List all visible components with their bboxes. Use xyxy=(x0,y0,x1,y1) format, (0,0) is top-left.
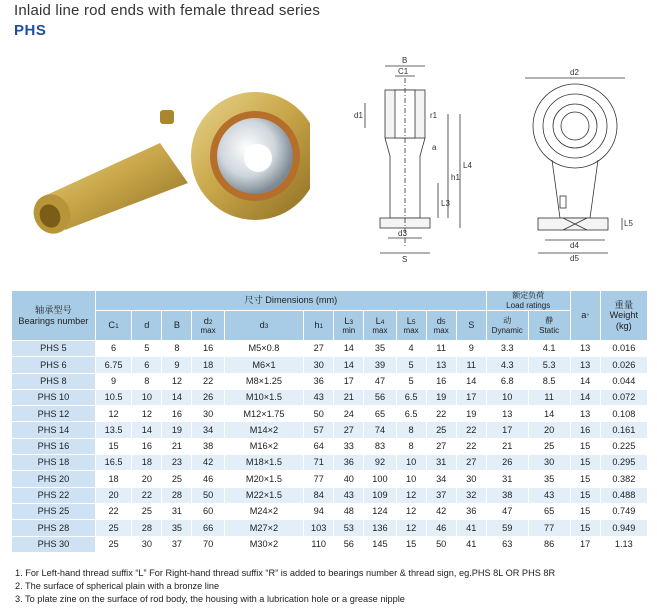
table-cell: 33 xyxy=(334,438,364,454)
table-cell: 34 xyxy=(426,471,456,487)
table-cell: 8 xyxy=(162,341,192,357)
table-cell: 20 xyxy=(528,422,570,438)
table-cell: 3.3 xyxy=(486,341,528,357)
table-cell: 0.026 xyxy=(600,357,647,373)
table-cell: 18 xyxy=(192,357,224,373)
table-cell: 22 xyxy=(192,373,224,389)
table-row xyxy=(12,389,648,405)
table-cell: 0.044 xyxy=(600,373,647,389)
table-cell: 4.1 xyxy=(528,341,570,357)
table-cell: M16×2 xyxy=(224,438,304,454)
table-cell: 40 xyxy=(334,471,364,487)
table-cell: 14 xyxy=(456,373,486,389)
table-cell: 53 xyxy=(334,520,364,536)
table-cell: 0.161 xyxy=(600,422,647,438)
bearing-number-cell: PHS 30 xyxy=(12,536,96,552)
table-cell: 32 xyxy=(456,487,486,503)
table-cell: 6.5 xyxy=(396,406,426,422)
table-cell: 1.13 xyxy=(600,536,647,552)
table-row xyxy=(12,341,648,357)
table-cell: 56 xyxy=(334,536,364,552)
table-cell: 12 xyxy=(396,487,426,503)
bearing-number-cell: PHS 25 xyxy=(12,503,96,519)
table-cell: 8.5 xyxy=(528,373,570,389)
table-cell: 15 xyxy=(570,455,600,471)
table-cell: 42 xyxy=(426,503,456,519)
table-cell: 0.016 xyxy=(600,341,647,357)
table-cell: 25 xyxy=(162,471,192,487)
header-l5: L5 max xyxy=(396,311,426,341)
table-cell: 11 xyxy=(426,341,456,357)
table-cell: 71 xyxy=(304,455,334,471)
table-cell: 36 xyxy=(334,455,364,471)
table-cell: 41 xyxy=(456,536,486,552)
bearing-number-cell: PHS 22 xyxy=(12,487,96,503)
table-cell: 59 xyxy=(486,520,528,536)
front-view xyxy=(525,78,625,253)
side-view xyxy=(365,66,460,253)
table-cell: M18×1.5 xyxy=(224,455,304,471)
table-cell: 63 xyxy=(486,536,528,552)
table-cell: 13.5 xyxy=(95,422,132,438)
table-cell: 66 xyxy=(192,520,224,536)
table-cell: 25 xyxy=(95,520,132,536)
table-cell: 30 xyxy=(528,455,570,471)
table-cell: 10 xyxy=(396,455,426,471)
table-cell: 77 xyxy=(304,471,334,487)
table-cell: 47 xyxy=(486,503,528,519)
table-cell: M10×1.5 xyxy=(224,389,304,405)
table-cell: 21 xyxy=(162,438,192,454)
table-row xyxy=(12,471,648,487)
table-cell: 38 xyxy=(486,487,528,503)
table-cell: 12 xyxy=(95,406,132,422)
header-h1: h1 xyxy=(304,311,334,341)
note-1: 1. For Left-hand thread suffix “L” For Right-hand thread suffix “R” is added to bearings number & thread sign, eg.PHS 8L OR PHS 8R xyxy=(15,568,556,578)
table-cell: 5.3 xyxy=(528,357,570,373)
table-row xyxy=(12,536,648,552)
table-cell: 64 xyxy=(304,438,334,454)
table-cell: 37 xyxy=(162,536,192,552)
specification-table xyxy=(11,290,648,553)
table-cell: 0.295 xyxy=(600,455,647,471)
table-cell: 56 xyxy=(364,389,396,405)
table-cell: M27×2 xyxy=(224,520,304,536)
table-cell: 22 xyxy=(426,406,456,422)
table-cell: 10 xyxy=(486,389,528,405)
label-B: B xyxy=(402,56,408,65)
table-cell: 83 xyxy=(364,438,396,454)
table-cell: 25 xyxy=(528,438,570,454)
table-cell: 25 xyxy=(95,536,132,552)
table-cell: 65 xyxy=(528,503,570,519)
table-cell: 30 xyxy=(192,406,224,422)
table-cell: 19 xyxy=(426,389,456,405)
bearing-number-cell: PHS 12 xyxy=(12,406,96,422)
table-cell: 13 xyxy=(570,406,600,422)
table-cell: 36 xyxy=(456,503,486,519)
table-cell: 35 xyxy=(528,471,570,487)
table-cell: 28 xyxy=(132,520,162,536)
label-L5: L5 xyxy=(624,219,633,228)
table-cell: 37 xyxy=(426,487,456,503)
table-cell: 86 xyxy=(528,536,570,552)
label-d1: d1 xyxy=(354,111,363,120)
bearing-number-cell: PHS 8 xyxy=(12,373,96,389)
header-d2: d2 max xyxy=(192,311,224,341)
label-L3: L3 xyxy=(441,199,450,208)
table-cell: 8 xyxy=(396,422,426,438)
table-cell: 6.8 xyxy=(486,373,528,389)
table-cell: 15 xyxy=(570,471,600,487)
header-l4: L4 max xyxy=(364,311,396,341)
table-cell: 43 xyxy=(528,487,570,503)
table-cell: 12 xyxy=(162,373,192,389)
table-cell: 16 xyxy=(132,438,162,454)
table-cell: 28 xyxy=(162,487,192,503)
table-cell: 18 xyxy=(95,471,132,487)
table-cell: M14×2 xyxy=(224,422,304,438)
table-cell: 23 xyxy=(162,455,192,471)
table-cell: 0.382 xyxy=(600,471,647,487)
table-cell: 39 xyxy=(364,357,396,373)
table-cell: 110 xyxy=(304,536,334,552)
table-cell: 6.75 xyxy=(95,357,132,373)
table-cell: 109 xyxy=(364,487,396,503)
table-cell: 0.949 xyxy=(600,520,647,536)
table-cell: 24 xyxy=(334,406,364,422)
table-cell: 30 xyxy=(456,471,486,487)
table-cell: 60 xyxy=(192,503,224,519)
table-cell: 22 xyxy=(456,438,486,454)
table-cell: 35 xyxy=(162,520,192,536)
table-cell: 6.5 xyxy=(396,389,426,405)
table-cell: 4.3 xyxy=(486,357,528,373)
table-cell: 14 xyxy=(570,373,600,389)
table-cell: 43 xyxy=(334,487,364,503)
table-cell: 16 xyxy=(192,341,224,357)
table-cell: 0.225 xyxy=(600,438,647,454)
table-cell: M12×1.75 xyxy=(224,406,304,422)
label-d5: d5 xyxy=(570,254,579,263)
table-cell: 57 xyxy=(304,422,334,438)
table-row xyxy=(12,438,648,454)
bearing-number-cell: PHS 10 xyxy=(12,389,96,405)
footnotes xyxy=(15,567,555,606)
header-s: S xyxy=(456,311,486,341)
technical-drawing xyxy=(330,48,650,263)
table-cell: 5 xyxy=(132,341,162,357)
table-row xyxy=(12,422,648,438)
table-cell: 19 xyxy=(162,422,192,438)
table-cell: 17 xyxy=(570,536,600,552)
table-cell: 27 xyxy=(426,438,456,454)
note-2: 2. The surface of spherical plain with a bronze line xyxy=(15,581,220,591)
table-cell: 65 xyxy=(364,406,396,422)
table-cell: 14 xyxy=(528,406,570,422)
rod-end-photo xyxy=(10,48,310,238)
label-d2: d2 xyxy=(570,68,579,77)
table-cell: 20 xyxy=(95,487,132,503)
table-cell: 84 xyxy=(304,487,334,503)
table-cell: 8 xyxy=(132,373,162,389)
table-cell: 5 xyxy=(396,357,426,373)
header-load-ratings: 额定负荷 Load ratings xyxy=(486,291,570,311)
table-cell: 6 xyxy=(132,357,162,373)
table-cell: 4 xyxy=(396,341,426,357)
table-cell: 10 xyxy=(132,389,162,405)
label-r1: r1 xyxy=(430,111,438,120)
table-cell: 25 xyxy=(426,422,456,438)
table-cell: 10 xyxy=(396,471,426,487)
bearing-number-cell: PHS 20 xyxy=(12,471,96,487)
table-cell: 46 xyxy=(426,520,456,536)
header-l3: L3 min xyxy=(334,311,364,341)
table-body xyxy=(12,341,648,553)
table-cell: 46 xyxy=(192,471,224,487)
table-cell: 15 xyxy=(570,438,600,454)
table-cell: 136 xyxy=(364,520,396,536)
table-cell: 43 xyxy=(304,389,334,405)
table-cell: 42 xyxy=(192,455,224,471)
table-cell: 34 xyxy=(192,422,224,438)
bearing-number-cell: PHS 5 xyxy=(12,341,96,357)
table-cell: 17 xyxy=(486,422,528,438)
table-cell: 145 xyxy=(364,536,396,552)
table-cell: 13 xyxy=(570,357,600,373)
table-cell: 9 xyxy=(95,373,132,389)
table-cell: 30 xyxy=(132,536,162,552)
table-cell: 0.488 xyxy=(600,487,647,503)
label-d3: d3 xyxy=(398,229,407,238)
table-cell: 16 xyxy=(570,422,600,438)
label-a: a xyxy=(432,143,437,152)
table-cell: 11 xyxy=(528,389,570,405)
table-cell: M6×1 xyxy=(224,357,304,373)
table-cell: 35 xyxy=(364,341,396,357)
table-cell: M8×1.25 xyxy=(224,373,304,389)
table-cell: M5×0.8 xyxy=(224,341,304,357)
header-dimensions: 尺寸 Dimensions (mm) xyxy=(95,291,486,311)
table-cell: 70 xyxy=(192,536,224,552)
table-cell: 103 xyxy=(304,520,334,536)
bearing-number-cell: PHS 28 xyxy=(12,520,96,536)
table-row xyxy=(12,520,648,536)
table-cell: 13 xyxy=(486,406,528,422)
table-row xyxy=(12,503,648,519)
table-cell: M20×1.5 xyxy=(224,471,304,487)
header-dynamic: 动 Dynamic xyxy=(486,311,528,341)
table-cell: 20 xyxy=(132,471,162,487)
table-cell: 15 xyxy=(396,536,426,552)
table-cell: 19 xyxy=(456,406,486,422)
table-cell: M24×2 xyxy=(224,503,304,519)
table-cell: 50 xyxy=(192,487,224,503)
table-row xyxy=(12,373,648,389)
header-static: 静 Static xyxy=(528,311,570,341)
header-d3: d3 xyxy=(224,311,304,341)
table-cell: 5 xyxy=(396,373,426,389)
table-cell: 27 xyxy=(456,455,486,471)
label-h1: h1 xyxy=(451,173,460,182)
table-cell: 50 xyxy=(304,406,334,422)
table-cell: 9 xyxy=(456,341,486,357)
table-cell: 14 xyxy=(334,341,364,357)
header-c1: C1 xyxy=(95,311,132,341)
header-b: B xyxy=(162,311,192,341)
table-cell: 36 xyxy=(304,373,334,389)
table-cell: 12 xyxy=(396,503,426,519)
label-d4: d4 xyxy=(570,241,579,250)
table-cell: 8 xyxy=(396,438,426,454)
table-cell: 31 xyxy=(486,471,528,487)
table-cell: 0.108 xyxy=(600,406,647,422)
table-cell: 13 xyxy=(426,357,456,373)
page-title: Inlaid line rod ends with female thread series xyxy=(14,2,321,19)
table-cell: 41 xyxy=(456,520,486,536)
table-cell: 50 xyxy=(426,536,456,552)
table-cell: 17 xyxy=(334,373,364,389)
table-cell: 22 xyxy=(456,422,486,438)
header-a: a° xyxy=(570,291,600,341)
table-row xyxy=(12,487,648,503)
table-cell: 25 xyxy=(132,503,162,519)
table-cell: 10.5 xyxy=(95,389,132,405)
label-L4: L4 xyxy=(463,161,472,170)
table-cell: 13 xyxy=(570,341,600,357)
table-cell: 14 xyxy=(162,389,192,405)
bearing-number-cell: PHS 18 xyxy=(12,455,96,471)
table-cell: 21 xyxy=(334,389,364,405)
table-cell: M22×1.5 xyxy=(224,487,304,503)
header-weight: 重量 Weight (kg) xyxy=(600,291,647,341)
label-S: S xyxy=(402,255,408,263)
table-cell: 15 xyxy=(570,503,600,519)
table-cell: 26 xyxy=(192,389,224,405)
table-cell: 26 xyxy=(486,455,528,471)
table-cell: 14 xyxy=(132,422,162,438)
table-cell: 16 xyxy=(162,406,192,422)
table-cell: 92 xyxy=(364,455,396,471)
table-cell: 11 xyxy=(456,357,486,373)
table-row xyxy=(12,357,648,373)
series-code: PHS xyxy=(14,22,47,39)
table-cell: 6 xyxy=(95,341,132,357)
header-d5: d5 max xyxy=(426,311,456,341)
bearing-number-cell: PHS 16 xyxy=(12,438,96,454)
table-cell: 94 xyxy=(304,503,334,519)
table-cell: 100 xyxy=(364,471,396,487)
header-d: d xyxy=(132,311,162,341)
table-cell: 30 xyxy=(304,357,334,373)
table-cell: 14 xyxy=(570,389,600,405)
bearing-number-cell: PHS 14 xyxy=(12,422,96,438)
table-cell: 12 xyxy=(396,520,426,536)
table-cell: 15 xyxy=(570,520,600,536)
table-cell: 15 xyxy=(95,438,132,454)
table-cell: 0.749 xyxy=(600,503,647,519)
table-cell: 27 xyxy=(334,422,364,438)
table-cell: 21 xyxy=(486,438,528,454)
table-cell: 77 xyxy=(528,520,570,536)
table-cell: 31 xyxy=(162,503,192,519)
table-cell: 17 xyxy=(456,389,486,405)
table-cell: 31 xyxy=(426,455,456,471)
table-cell: 18 xyxy=(132,455,162,471)
label-C1: C1 xyxy=(398,67,409,76)
table-cell: 12 xyxy=(132,406,162,422)
table-cell: 15 xyxy=(570,487,600,503)
table-cell: 47 xyxy=(364,373,396,389)
table-cell: 16 xyxy=(426,373,456,389)
header-model: 轴承型号 Bearings number xyxy=(12,291,96,341)
table-cell: M30×2 xyxy=(224,536,304,552)
table-cell: 48 xyxy=(334,503,364,519)
table-cell: 14 xyxy=(334,357,364,373)
table-cell: 124 xyxy=(364,503,396,519)
table-cell: 27 xyxy=(304,341,334,357)
bearing-number-cell: PHS 6 xyxy=(12,357,96,373)
table-row xyxy=(12,406,648,422)
table-cell: 16.5 xyxy=(95,455,132,471)
table-cell: 22 xyxy=(95,503,132,519)
table-row xyxy=(12,455,648,471)
table-cell: 22 xyxy=(132,487,162,503)
table-cell: 74 xyxy=(364,422,396,438)
note-3: 3. To plate zine on the surface of rod body, the housing with a lubrication hole or a grease nipple xyxy=(15,594,405,604)
table-cell: 38 xyxy=(192,438,224,454)
table-cell: 0.072 xyxy=(600,389,647,405)
table-cell: 9 xyxy=(162,357,192,373)
